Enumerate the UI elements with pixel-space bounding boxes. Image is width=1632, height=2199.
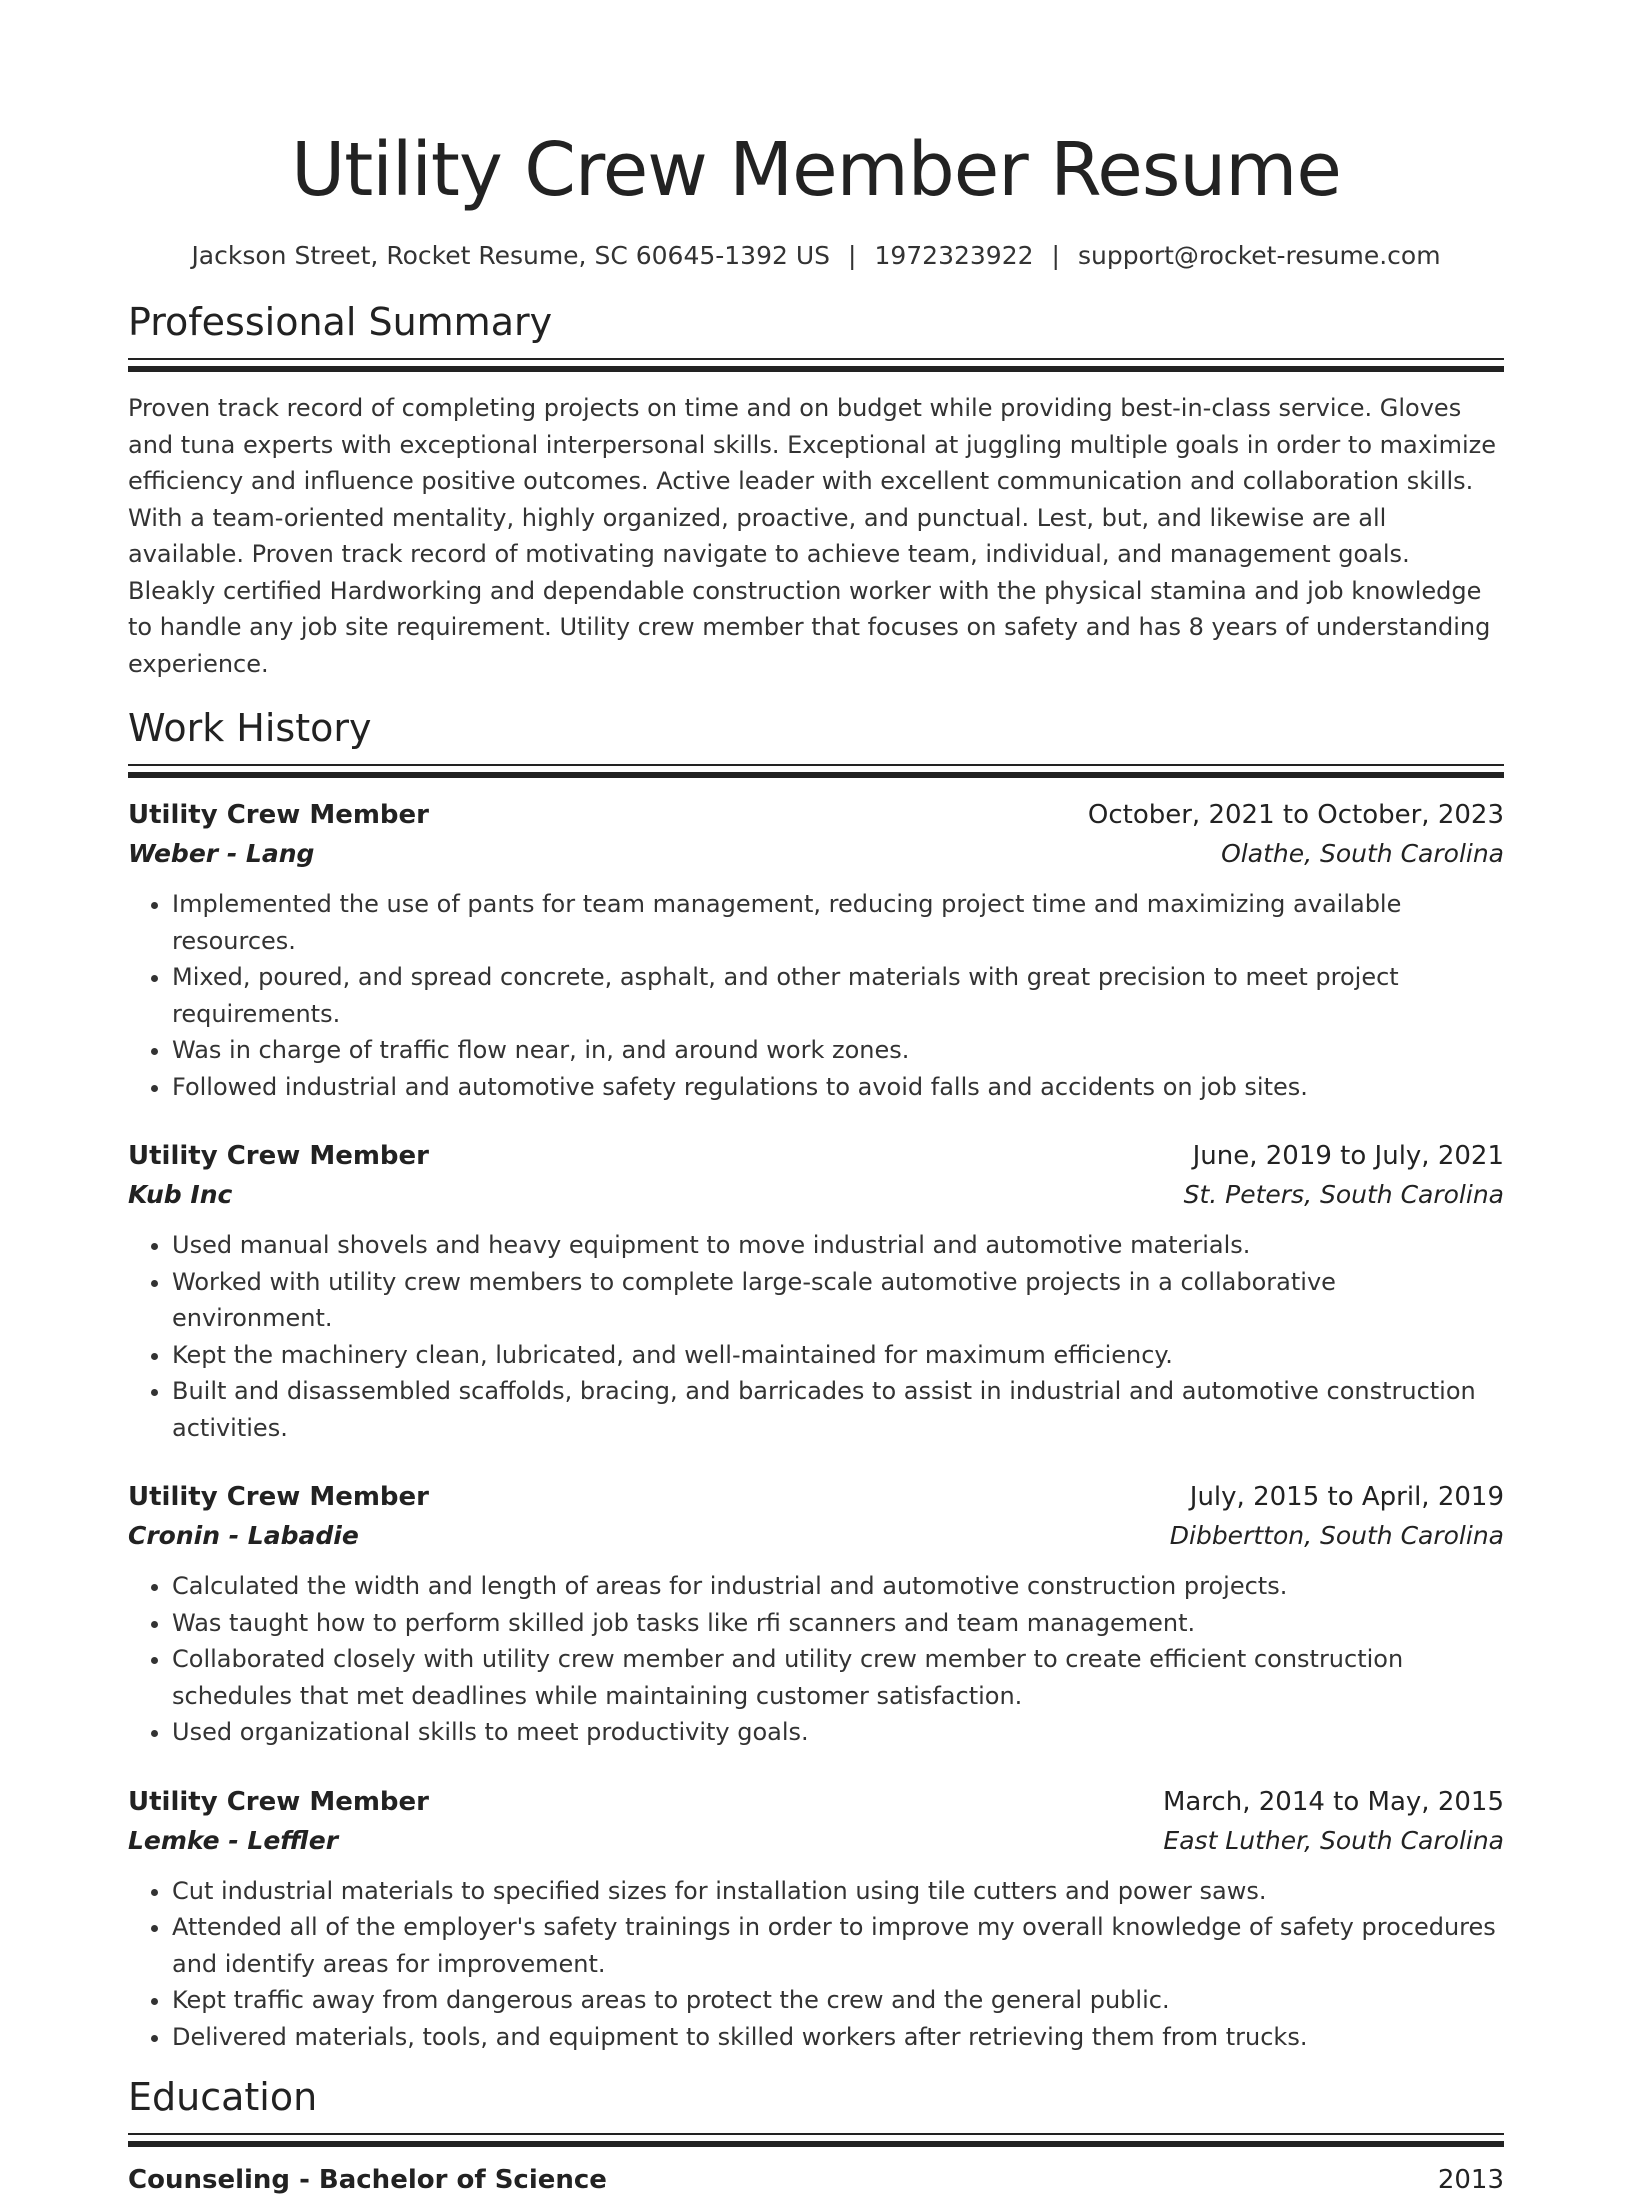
job-bullet: • Attended all of the employer's safety trainings in order to improve my overall knowledge of safety procedures and identify areas for improvement.: [172, 1909, 1504, 1982]
section-divider: [128, 764, 1504, 766]
job-company-row: [128, 1516, 1504, 1556]
job-bullet: • Cut industrial materials to specified sizes for installation using tile cutters and power saws.: [172, 1873, 1504, 1910]
section-divider: [128, 2133, 1504, 2135]
job-location: Dibbertton, South Carolina: [1169, 1521, 1504, 1550]
section-heading-summary: Professional Summary: [128, 300, 553, 344]
education-section: [128, 2073, 1504, 2199]
job-bullet: • Worked with utility crew members to complete large-scale automotive projects in a collaborative environment.: [172, 1264, 1504, 1337]
section-divider-thick: [128, 2141, 1504, 2147]
job-location: St. Peters, South Carolina: [1183, 1180, 1504, 1209]
education-entry: [128, 2161, 1504, 2199]
education-year: 2013: [1437, 2165, 1504, 2195]
summary-text: Proven track record of completing projects on time and on budget while providing best-in-class service. Gloves and tuna experts with exceptional interpersonal skills. Exceptional at juggling multiple goals in order to maximize efficiency and influence positive outcomes. Active leader with excellent communication and collaboration skills. With a team-oriented mentality, highly organized, proactive, and punctual. Lest, but, and likewise are all available. Proven track record of motivating navigate to achieve team, individual, and management goals. Bleakly certified Hardworking and dependable construction worker with the physical stamina and job knowledge to handle any job site requirement. Utility crew member that focuses on safety and has 8 years of understanding experience.: [128, 394, 1497, 678]
job-header-row: [128, 1137, 1504, 1175]
job-dates: June, 2019 to July, 2021: [1192, 1141, 1504, 1171]
job-bullet: • Delivered materials, tools, and equipment to skilled workers after retrieving them from trucks.: [172, 2019, 1504, 2056]
contact-separator: |: [848, 241, 857, 270]
resume-title: Utility Crew Member Resume: [291, 127, 1341, 213]
job-entry: [128, 1478, 1504, 1751]
job-dates: October, 2021 to October, 2023: [1087, 800, 1504, 830]
job-bullet: • Followed industrial and automotive safety regulations to avoid falls and accidents on job sites.: [172, 1069, 1504, 1106]
education-degree: Counseling - Bachelor of Science: [128, 2165, 607, 2195]
job-company: Lemke - Leffler: [128, 1825, 339, 1855]
job-location: Olathe, South Carolina: [1221, 839, 1504, 868]
job-entry: [128, 796, 1504, 1105]
job-title: Utility Crew Member: [128, 1141, 429, 1171]
job-bullet: • Kept the machinery clean, lubricated, and well-maintained for maximum efficiency.: [172, 1337, 1504, 1374]
job-header-row: [128, 1478, 1504, 1516]
job-company-row: [128, 1175, 1504, 1215]
job-bullet: • Calculated the width and length of areas for industrial and automotive construction projects.: [172, 1568, 1504, 1605]
job-location: East Luther, South Carolina: [1163, 1825, 1504, 1855]
job-title: Utility Crew Member: [128, 800, 429, 830]
job-company: Cronin - Labadie: [128, 1521, 359, 1550]
job-bullet: • Was in charge of traffic flow near, in, and around work zones.: [172, 1032, 1504, 1069]
job-bullet: • Mixed, poured, and spread concrete, asphalt, and other materials with great precision to meet project requirements.: [172, 959, 1504, 1032]
contact-line: [128, 240, 1504, 272]
work-history-section: [128, 704, 1504, 2055]
section-heading-work-history: Work History: [128, 706, 372, 750]
section-divider-thick: [128, 366, 1504, 372]
job-dates: March, 2014 to May, 2015: [1162, 1786, 1504, 1817]
section-divider-thick: [128, 772, 1504, 778]
job-company: Kub Inc: [128, 1180, 233, 1209]
job-bullets: [128, 1227, 1504, 1446]
job-company: Weber - Lang: [128, 839, 315, 868]
job-bullet: • Used manual shovels and heavy equipment to move industrial and automotive materials.: [172, 1227, 1504, 1264]
job-bullets: [128, 1873, 1504, 2056]
contact-separator: |: [1051, 241, 1060, 270]
job-dates: July, 2015 to April, 2019: [1189, 1482, 1504, 1512]
job-bullet: • Built and disassembled scaffolds, bracing, and barricades to assist in industrial and automotive construction activities.: [172, 1373, 1504, 1446]
contact-phone: 1972323922: [874, 241, 1034, 270]
resume-page: [128, 0, 1504, 2199]
section-divider: [128, 358, 1504, 360]
job-title: Utility Crew Member: [128, 1786, 429, 1817]
job-bullet: • Collaborated closely with utility crew member and utility crew member to create efficient construction schedules that met deadlines while maintaining customer satisfaction.: [172, 1641, 1504, 1714]
job-company-row: [128, 1821, 1504, 1861]
job-bullet: • Implemented the use of pants for team management, reducing project time and maximizing available resources.: [172, 886, 1504, 959]
job-company-row: [128, 834, 1504, 874]
job-bullets: [128, 886, 1504, 1105]
summary-section: [128, 298, 1504, 682]
section-heading-education: Education: [128, 2075, 318, 2119]
job-bullet: • Kept traffic away from dangerous areas to protect the crew and the general public.: [172, 1982, 1504, 2019]
job-bullet: • Used organizational skills to meet productivity goals.: [172, 1714, 1504, 1751]
job-bullets: [128, 1568, 1504, 1751]
job-entry: [128, 1137, 1504, 1446]
job-title: Utility Crew Member: [128, 1482, 429, 1512]
job-entry: [128, 1783, 1504, 2056]
job-bullet: • Was taught how to perform skilled job tasks like rfi scanners and team management.: [172, 1605, 1504, 1642]
contact-email: support@rocket-resume.com: [1077, 241, 1441, 270]
contact-address: Jackson Street, Rocket Resume, SC 60645-1392 US: [191, 241, 831, 270]
job-header-row: [128, 1783, 1504, 1821]
job-header-row: [128, 796, 1504, 834]
